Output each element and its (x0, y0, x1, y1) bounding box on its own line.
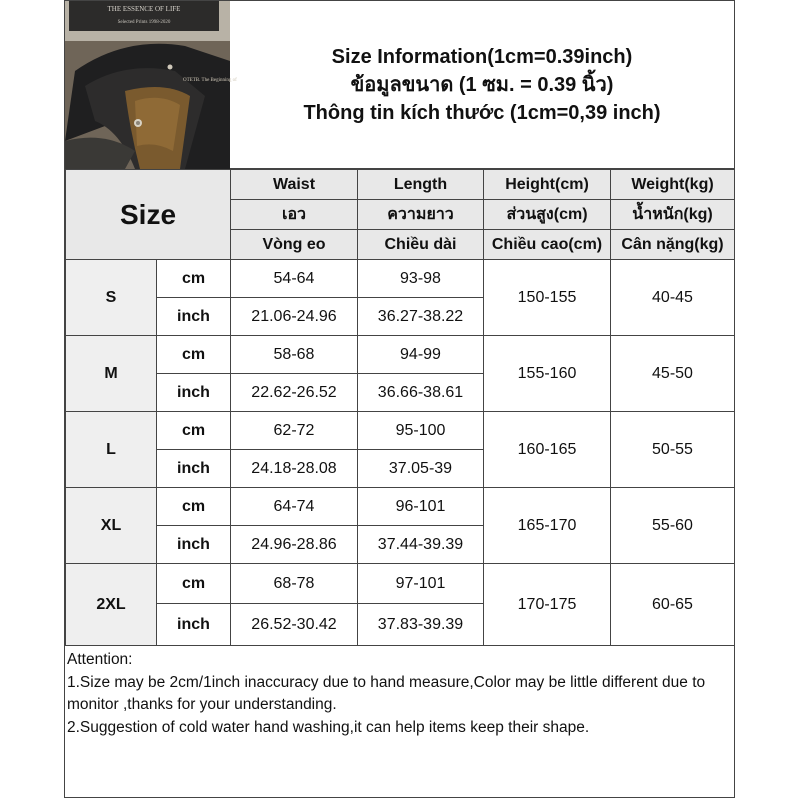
size-l: L (66, 412, 157, 488)
waist-header-vi: Vòng eo (231, 230, 358, 260)
height-header-th: ส่วนสูง(cm) (484, 200, 611, 230)
waist-cm: 64-74 (231, 488, 358, 526)
table-row (66, 260, 735, 298)
length-inch: 36.27-38.22 (358, 298, 484, 336)
weight-header-th: น้ำหนัก(kg) (611, 200, 735, 230)
unit-cm: cm (157, 488, 231, 526)
unit-cm: cm (157, 412, 231, 450)
height-range: 160-165 (484, 412, 611, 488)
weight-range: 40-45 (611, 260, 735, 336)
attention-item-2: 2.Suggestion of cold water hand washing,it can help items keep their shape. (67, 718, 590, 736)
unit-cm: cm (157, 260, 231, 298)
waist-inch: 24.96-28.86 (231, 526, 358, 564)
table-row (66, 412, 735, 450)
waist-header-th: เอว (231, 200, 358, 230)
size-xl: XL (66, 488, 157, 564)
unit-cm: cm (157, 564, 231, 604)
waist-inch: 26.52-30.42 (231, 604, 358, 646)
height-range: 170-175 (484, 564, 611, 646)
height-range: 150-155 (484, 260, 611, 336)
weight-range: 45-50 (611, 336, 735, 412)
size-information-header (230, 1, 734, 169)
waist-inch: 21.06-24.96 (231, 298, 358, 336)
waist-inch: 22.62-26.52 (231, 374, 358, 412)
unit-inch: inch (157, 298, 231, 336)
unit-inch: inch (157, 604, 231, 646)
weight-range: 50-55 (611, 412, 735, 488)
waist-cm: 54-64 (231, 260, 358, 298)
waist-cm: 62-72 (231, 412, 358, 450)
waist-cm: 58-68 (231, 336, 358, 374)
attention-item-1: 1.Size may be 2cm/1inch inaccuracy due to hand measure,Color may be little different due to monitor ,thanks for your understanding. (67, 673, 706, 713)
length-cm: 96-101 (358, 488, 484, 526)
sign-subtext: Selected Prints 1998-2020 (117, 20, 171, 25)
height-range: 155-160 (484, 336, 611, 412)
attention-notes (67, 649, 727, 739)
size-2xl: 2XL (66, 564, 157, 646)
header-line-thai: ข้อมูลขนาด (1 ซม. = 0.39 นิ้ว) (350, 73, 614, 96)
table-row (66, 488, 735, 526)
length-inch: 36.66-38.61 (358, 374, 484, 412)
waist-header-en: Waist (231, 170, 358, 200)
height-header-vi: Chiều cao(cm) (484, 230, 611, 260)
attention-title: Attention: (67, 651, 133, 668)
size-column-header: Size (66, 170, 231, 260)
length-inch: 37.83-39.39 (358, 604, 484, 646)
length-cm: 94-99 (358, 336, 484, 374)
unit-cm: cm (157, 336, 231, 374)
size-m: M (66, 336, 157, 412)
unit-inch: inch (157, 450, 231, 488)
unit-inch: inch (157, 526, 231, 564)
product-photo (65, 1, 237, 169)
size-chart (64, 0, 735, 798)
length-header-th: ความยาว (358, 200, 484, 230)
waist-cm: 68-78 (231, 564, 358, 604)
length-inch: 37.44-39.39 (358, 526, 484, 564)
weight-header-en: Weight(kg) (611, 170, 735, 200)
header-line-english: Size Information(1cm=0.39inch) (331, 45, 633, 68)
length-cm: 93-98 (358, 260, 484, 298)
label-tag-text: OTETB. The Beginning of (183, 78, 237, 83)
height-header-en: Height(cm) (484, 170, 611, 200)
length-cm: 97-101 (358, 564, 484, 604)
unit-inch: inch (157, 374, 231, 412)
height-range: 165-170 (484, 488, 611, 564)
sign-text: THE ESSENCE OF LIFE (107, 5, 181, 13)
length-header-vi: Chiều dài (358, 230, 484, 260)
header-line-vietnamese: Thông tin kích thước (1cm=0,39 inch) (303, 101, 661, 124)
jeans-photo-illustration (65, 1, 237, 169)
size-s: S (66, 260, 157, 336)
weight-header-vi: Cân nặng(kg) (611, 230, 735, 260)
length-header-en: Length (358, 170, 484, 200)
weight-range: 55-60 (611, 488, 735, 564)
table-row (66, 336, 735, 374)
table-row (66, 564, 735, 604)
weight-range: 60-65 (611, 564, 735, 646)
size-table (65, 169, 735, 646)
length-inch: 37.05-39 (358, 450, 484, 488)
waist-inch: 24.18-28.08 (231, 450, 358, 488)
length-cm: 95-100 (358, 412, 484, 450)
